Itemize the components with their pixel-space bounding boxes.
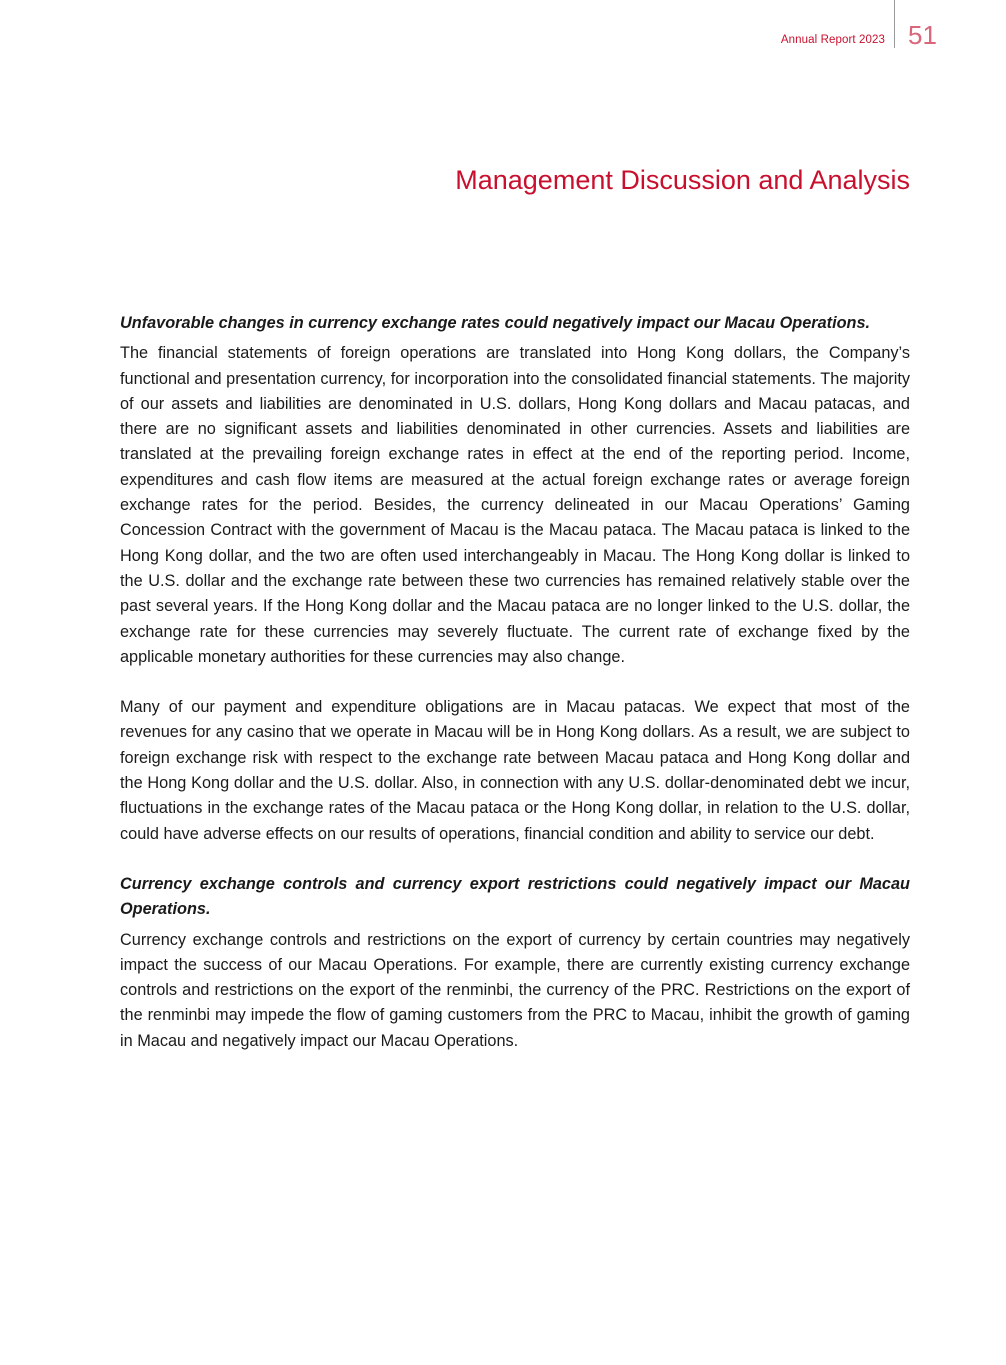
report-label: Annual Report 2023 [780, 34, 885, 46]
body-paragraph: Many of our payment and expenditure obligations are in Macau patacas. We expect that most of the revenues for any casino that we operate in Macau will be in Hong Kong dollars. As a result, we are subject to foreign exchange risk with respect to the exchange rate between Macau pataca and Hong Kong dollar and the Hong Kong dollar and the U.S. dollar. Also, in connection with any U.S. dollar-denominated debt we incur, fluctuations in the exchange rates of the Macau pataca or the Hong Kong dollar, in relation to the U.S. dollar, could have adverse effects on our results of operations, financial condition and ability to service our debt. [120, 698, 910, 843]
risk-heading-currency-rates: Unfavorable changes in currency exchange rates could negatively impact our Macau Operations. [120, 314, 871, 332]
main-content [120, 311, 910, 1079]
page-number: 51 [908, 20, 937, 50]
risk-heading-exchange-controls: Currency exchange controls and currency export restrictions could negatively impact our Macau Operations. [120, 874, 910, 919]
header-divider [894, 0, 895, 48]
section-title: Management Discussion and Analysis [455, 165, 910, 195]
page-header [0, 0, 1006, 60]
body-paragraph: The financial statements of foreign operations are translated into Hong Kong dollars, the Company’s functional and presentation currency, for incorporation into the consolidated financial statements. The majority of our assets and liabilities are denominated in U.S. dollars, Hong Kong dollars and Macau patacas, and there are no significant assets and liabilities denominated in other currencies. Assets and liabilities are translated at the prevailing foreign exchange rates in effect at the end of the reporting period. Income, expenditures and cash flow items are measured at the actual foreign exchange rates or average foreign exchange rates for the period. Besides, the currency delineated in our Macau Operations’ Gaming Concession Contract with the government of Macau is the Macau pataca. The Macau pataca is linked to the Hong Kong dollar, and the two are often used interchangeably in Macau. The Hong Kong dollar is linked to the U.S. dollar and the exchange rate between these two currencies has remained relatively stable over the past several years. If the Hong Kong dollar and the Macau pataca are no longer linked to the U.S. dollar, the exchange rate for these currencies may severely fluctuate. The current rate of exchange fixed by the applicable monetary authorities for these currencies may also change. [120, 344, 910, 666]
body-paragraph: Currency exchange controls and restrictions on the export of currency by certain countries may negatively impact the success of our Macau Operations. For example, there are currently existing currency exchange controls and restrictions on the export of the renminbi, the currency of the PRC. Restrictions on the export of the renminbi may impede the flow of gaming customers from the PRC to Macau, inhibit the growth of gaming in Macau and negatively impact our Macau Operations. [120, 930, 910, 1050]
